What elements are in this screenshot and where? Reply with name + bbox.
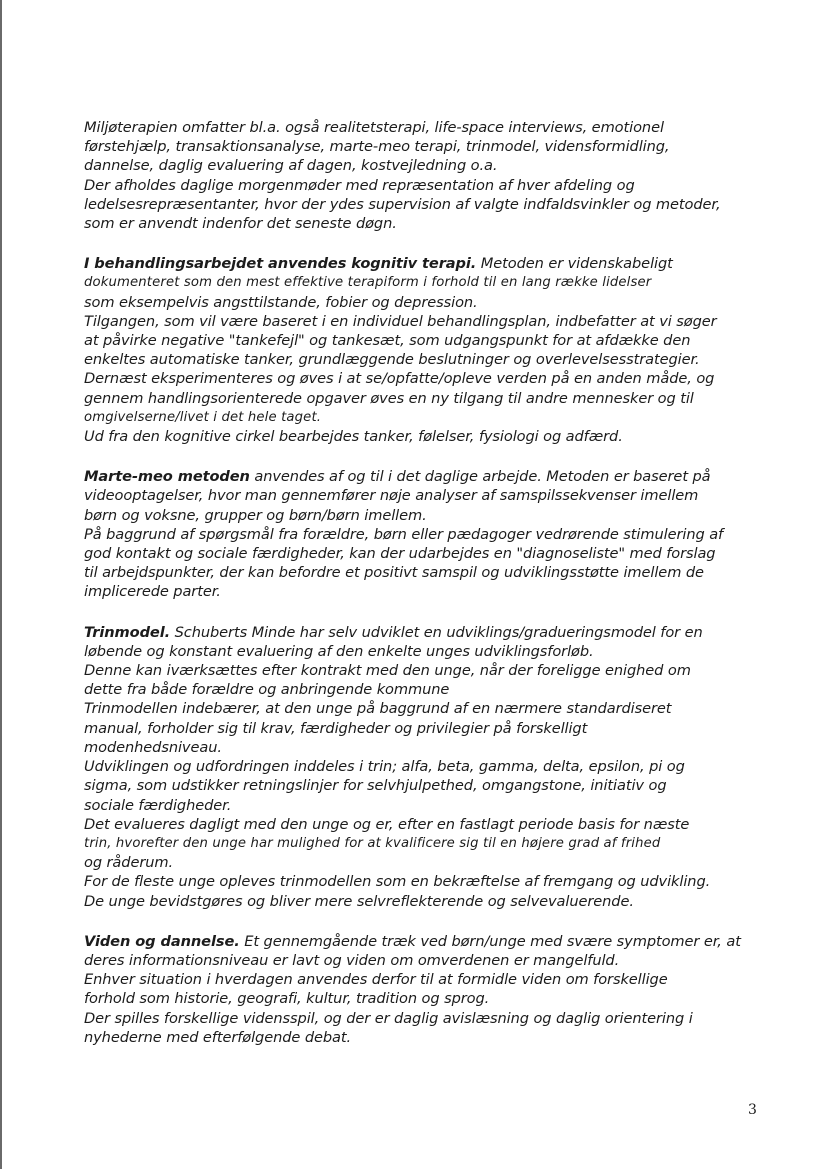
text-line: De unge bevidstgøres og bliver mere selvreflekterende og selvevaluerende. (84, 892, 634, 910)
text-line: Det evalueres dagligt med den unge og er, efter en fastlagt periode basis for næste (84, 815, 690, 833)
section-heading: Viden og dannelse. (84, 932, 240, 950)
heading-line (84, 623, 774, 642)
heading-rest-text: anvendes af og til i det daglige arbejde. Metoden er baseret på (249, 468, 711, 486)
text-line: dannelse, daglig evaluering af dagen, kostvejledning o.a. (84, 157, 498, 175)
text-line: sociale færdigheder. (84, 796, 232, 814)
page-edge-line (0, 0, 2, 1169)
text-line: dette fra både forældre og anbringende kommune (84, 681, 450, 699)
heading-rest-text: Et gennemgående træk ved børn/unge med svære symptomer er, at (239, 932, 741, 950)
text-line: forhold som historie, geografi, kultur, tradition og sprog. (84, 990, 490, 1008)
text-line: Der afholdes daglige morgenmøder med repræsentation af hver afdeling og (84, 176, 635, 194)
text-line: På baggrund af spørgsmål fra forældre, børn eller pædagoger vedrørende stimulering af (84, 525, 724, 543)
text-line: Tilgangen, som vil være baseret i en individuel behandlingsplan, indbefatter at vi søger (84, 312, 717, 330)
text-line: For de fleste unge opleves trinmodellen som en bekræftelse af fremgang og udvikling. (84, 873, 711, 891)
text-line: videooptagelser, hvor man gennemfører nøje analyser af samspilssekvenser imellem (84, 487, 699, 505)
paragraph-viden-og-dannelse (84, 932, 774, 1047)
text-line: Ud fra den kognitive cirkel bearbejdes tanker, følelser, fysiologi og adfærd. (84, 428, 623, 446)
heading-line (84, 467, 774, 486)
section-heading: I behandlingsarbejdet anvendes kognitiv terapi. (84, 255, 477, 273)
text-line: enkeltes automatiske tanker, grundlæggende beslutninger og overlevelsesstrategier. (84, 351, 700, 369)
heading-line (84, 254, 774, 273)
text-line: modenhedsniveau. (84, 738, 222, 756)
paragraph-miljoterapi (84, 118, 774, 233)
text-line: implicerede parter. (84, 583, 221, 601)
heading-rest-text: Metoden er videnskabeligt (476, 255, 673, 273)
document-body (84, 118, 774, 1068)
text-line: manual, forholder sig til krav, færdigheder og privilegier på forskelligt (84, 719, 588, 737)
text-line: Dernæst eksperimenteres og øves i at se/opfatte/opleve verden på en anden måde, og (84, 370, 715, 388)
heading-rest-text: Schuberts Minde har selv udviklet en udviklings/gradueringsmodel for en (170, 623, 703, 641)
text-line: som eksempelvis angsttilstande, fobier og depression. (84, 293, 478, 311)
text-line: løbende og konstant evaluering af den enkelte unges udviklingsforløb. (84, 642, 594, 660)
text-line: trin, hvorefter den unge har mulighed for at kvalificere sig til en højere grad af frihed (84, 835, 661, 851)
text-line: og råderum. (84, 854, 174, 872)
text-line: deres informationsniveau er lavt og viden om omverdenen er mangelfuld. (84, 951, 620, 969)
text-line: gennem handlingsorienterede opgaver øves en ny tilgang til andre mennesker og til (84, 389, 694, 407)
text-line: at påvirke negative "tankefejl" og tankesæt, som udgangspunkt for at afdække den (84, 332, 691, 350)
text-line: Denne kan iværksættes efter kontrakt med den unge, når der foreligge enighed om (84, 662, 691, 680)
text-line: omgivelserne/livet i det hele taget. (84, 409, 322, 425)
paragraph-trinmodel (84, 623, 774, 911)
text-line: børn og voksne, grupper og børn/børn imellem. (84, 506, 427, 524)
page-number: 3 (748, 1102, 757, 1118)
text-line: Der spilles forskellige vidensspil, og der er daglig avislæsning og daglig orientering i (84, 1009, 693, 1027)
text-line: Miljøterapien omfatter bl.a. også realitetsterapi, life-space interviews, emotionel (84, 119, 664, 136)
text-line: Enhver situation i hverdagen anvendes derfor til at formidle viden om forskellige (84, 971, 668, 989)
text-line: god kontakt og sociale færdigheder, kan der udarbejdes en "diagnoseliste" med forslag (84, 545, 716, 563)
heading-line (84, 932, 774, 951)
text-line: ledelsesrepræsentanter, hvor der ydes supervision af valgte indfaldsvinkler og metoder, (84, 195, 721, 213)
text-line: som er anvendt indenfor det seneste døgn. (84, 215, 397, 233)
text-line: dokumenteret som den mest effektive terapiform i forhold til en lang række lidelser (84, 275, 652, 291)
section-heading: Marte-meo metoden (84, 468, 250, 486)
paragraph-marte-meo (84, 467, 774, 601)
section-heading: Trinmodel. (84, 623, 171, 641)
text-line: til arbejdspunkter, der kan befordre et positivt samspil og udviklingsstøtte imellem de (84, 564, 704, 582)
text-line: Udviklingen og udfordringen inddeles i trin; alfa, beta, gamma, delta, epsilon, pi og (84, 758, 685, 776)
text-line: førstehjælp, transaktionsanalyse, marte-meo terapi, trinmodel, vidensformidling, (84, 138, 670, 156)
text-line: Trinmodellen indebærer, at den unge på baggrund af en nærmere standardiseret (84, 700, 672, 718)
text-line: nyhederne med efterfølgende debat. (84, 1028, 352, 1046)
text-line: sigma, som udstikker retningslinjer for selvhjulpethed, omgangstone, initiativ og (84, 777, 667, 795)
paragraph-kognitiv-terapi (84, 254, 774, 446)
